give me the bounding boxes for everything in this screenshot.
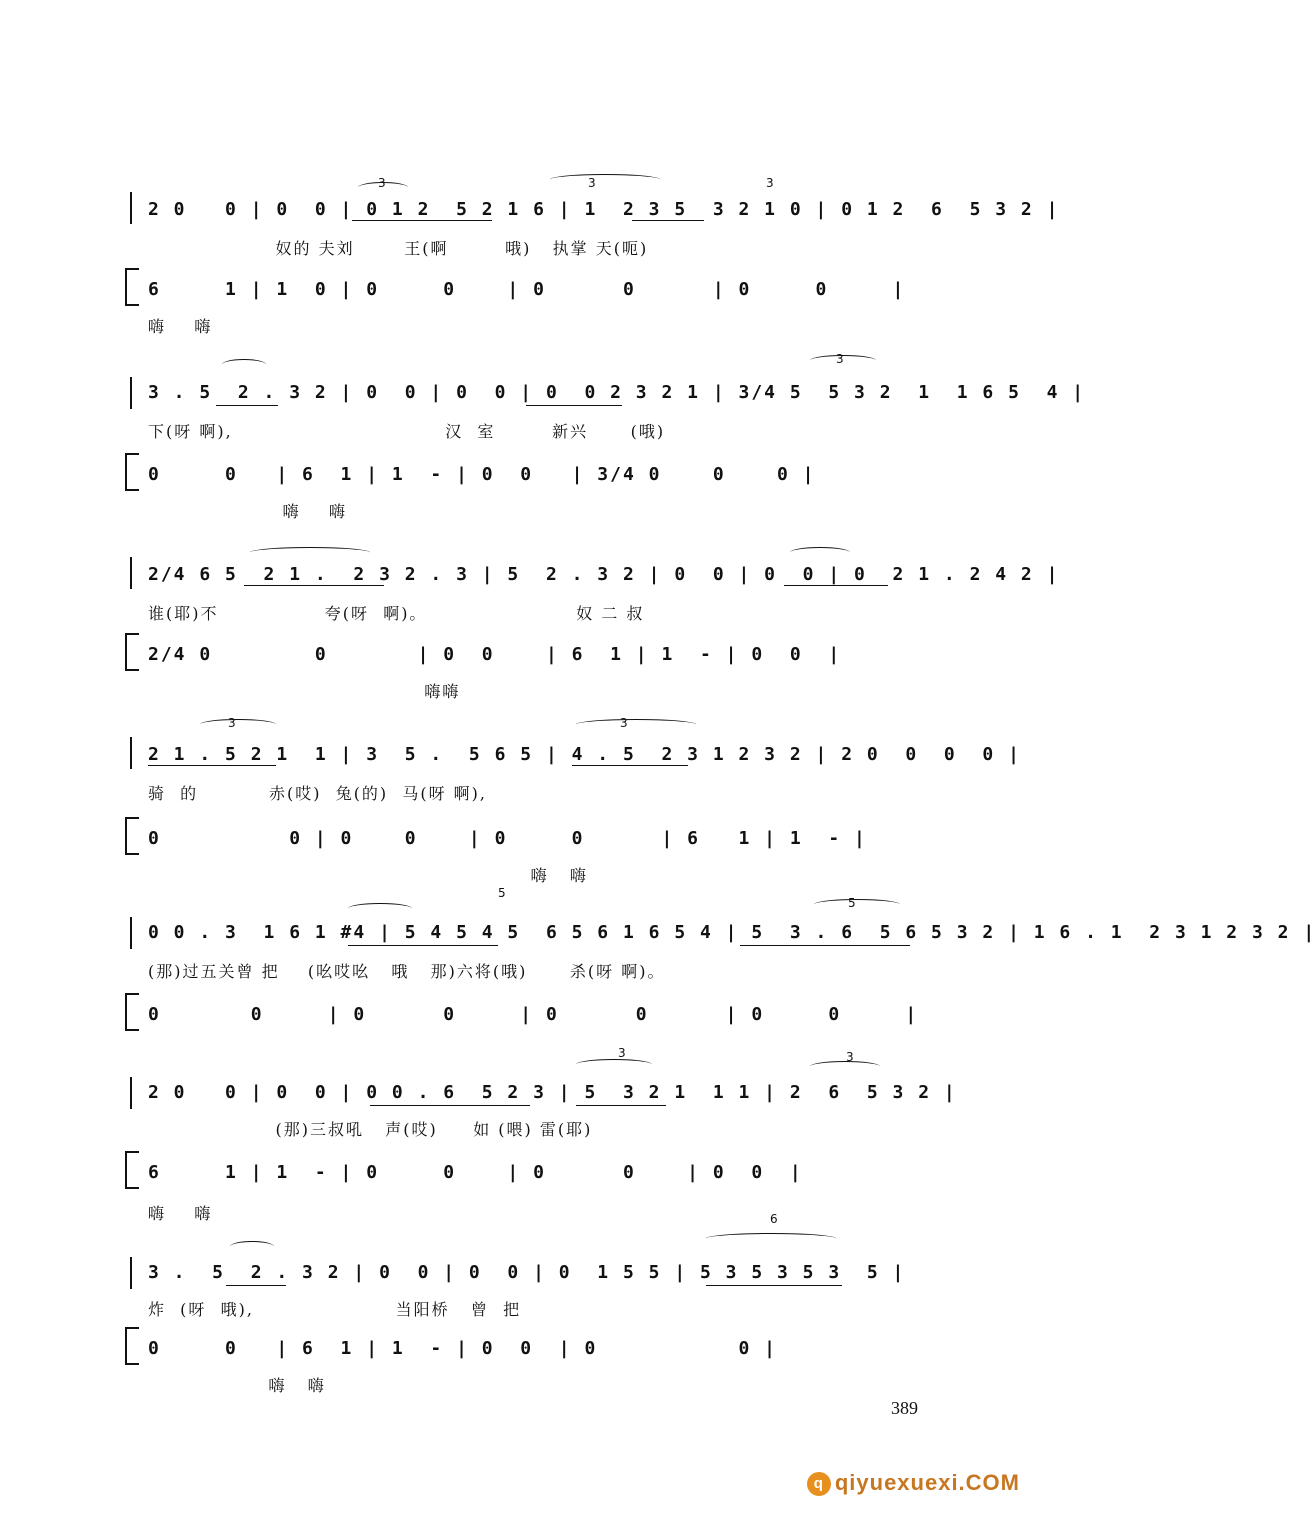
beam-underline xyxy=(352,220,492,221)
site-watermark xyxy=(807,1470,1020,1496)
lower-lyrics: 嗨 嗨 xyxy=(148,1376,326,1395)
slur xyxy=(200,719,276,730)
lower-staff xyxy=(120,819,920,855)
lower-lyrics: 嗨 嗨 xyxy=(148,1204,213,1223)
upper-lyrics: (那)三叔吼 声(哎) 如 (喂) 雷(耶) xyxy=(148,1120,593,1139)
upper-notes: 2 0 0 | 0 0 | 0 0 . 6 5 2 3 | 5 3 2 1 1 1 | 2 6 5 3 2 | xyxy=(148,1081,957,1103)
beam-underline xyxy=(572,765,688,766)
watermark-text: qiyuexuexi.COM xyxy=(834,1470,1020,1495)
upper-lyrics: 下(呀 啊), 汉 室 新兴 (哦) xyxy=(148,422,666,441)
upper-notes: 3 . 5 2 . 3 2 | 0 0 | 0 0 | 0 1 5 5 | 5 3 5 3 5 3 5 | xyxy=(148,1261,906,1283)
upper-staff xyxy=(120,373,1086,409)
lower-notes: 0 0 | 0 0 | 0 0 | 0 0 | xyxy=(148,1003,919,1025)
lower-lyrics: 嗨 嗨 xyxy=(148,866,588,885)
tuplet-mark: 5 xyxy=(848,896,856,910)
tuplet-mark: 5 xyxy=(498,886,506,900)
lower-staff xyxy=(120,270,920,306)
lower-notes: 6 1 | 1 - | 0 0 | 0 0 | 0 0 | xyxy=(148,1161,803,1183)
watermark-logo-icon: q xyxy=(807,1472,831,1496)
tuplet-mark: 3 xyxy=(620,716,628,730)
slur xyxy=(576,1059,652,1070)
system-7 xyxy=(120,1245,920,1405)
tuplet-mark: 6 xyxy=(770,1212,778,1226)
upper-notes: 0 0 . 3 1 6 1 #4 | 5 4 5 4 5 6 5 6 1 6 5 4 | 5 3 . 6 5 6 5 3 2 | 1 6 . 1 2 3 1 2 3 2 | xyxy=(148,921,1316,943)
upper-notes: 2 0 0 | 0 0 | 0 1 2 5 2 1 6 | 1 2 3 5 3 2 1 0 | 0 1 2 6 5 3 2 | xyxy=(148,198,1060,220)
tuplet-mark: 3 xyxy=(588,176,596,190)
upper-lyrics: (那)过五关曾 把 (吆哎吆 哦 那)六将(哦) 杀(呀 啊)。 xyxy=(148,962,666,981)
slur xyxy=(250,547,370,558)
lower-staff xyxy=(120,1329,920,1365)
upper-notes: 3 . 5 2 . 3 2 | 0 0 | 0 0 | 0 0 2 3 2 1 | 3/4 5 5 3 2 1 1 6 5 4 | xyxy=(148,381,1086,403)
lower-notes: 0 0 | 6 1 | 1 - | 0 0 | 3/4 0 0 0 | xyxy=(148,463,816,485)
tuplet-mark: 3 xyxy=(618,1046,626,1060)
system-5 xyxy=(120,905,1316,1035)
slur xyxy=(230,1241,274,1252)
upper-lyrics: 谁(耶)不 夸(呀 啊)。 奴 二 叔 xyxy=(148,604,645,623)
upper-lyrics: 奴的 夫刘 王(啊 哦) 执掌 天(呃) xyxy=(148,239,649,258)
beam-underline xyxy=(740,945,910,946)
tuplet-mark: 3 xyxy=(766,176,774,190)
upper-staff xyxy=(120,1073,957,1109)
lower-lyrics: 嗨嗨 xyxy=(148,682,461,701)
lower-notes: 6 1 | 1 0 | 0 0 | 0 0 | 0 0 | xyxy=(148,278,906,300)
upper-lyrics: 骑 的 赤(哎) 兔(的) 马(呀 啊), xyxy=(148,784,488,803)
beam-underline xyxy=(526,405,622,406)
beam-underline xyxy=(226,1285,286,1286)
upper-staff xyxy=(120,1253,920,1289)
beam-underline xyxy=(148,765,276,766)
slur xyxy=(348,903,412,914)
lower-staff xyxy=(120,455,920,491)
tuplet-mark: 3 xyxy=(836,352,844,366)
upper-staff xyxy=(120,913,1316,949)
lower-staff xyxy=(120,1153,920,1189)
system-1 xyxy=(120,180,1060,340)
lower-staff xyxy=(120,995,920,1031)
system-6 xyxy=(120,1065,957,1225)
page-number: 389 xyxy=(891,1398,918,1418)
beam-underline xyxy=(632,220,704,221)
system-3 xyxy=(120,545,1060,705)
slur xyxy=(550,174,660,185)
slur xyxy=(222,359,266,370)
upper-staff xyxy=(120,190,1060,226)
beam-underline xyxy=(370,1105,530,1106)
system-4 xyxy=(120,725,1021,885)
beam-underline xyxy=(348,945,498,946)
beam-underline xyxy=(244,585,384,586)
slur xyxy=(706,1233,836,1244)
tuplet-mark: 3 xyxy=(846,1050,854,1064)
upper-notes: 2 1 . 5 2 1 1 | 3 5 . 5 6 5 | 4 . 5 2 3 1 2 3 2 | 2 0 0 0 0 | xyxy=(148,743,1021,765)
tuplet-mark: 3 xyxy=(378,176,386,190)
lower-lyrics: 嗨 嗨 xyxy=(148,502,347,521)
lower-lyrics: 嗨 嗨 xyxy=(148,317,213,336)
lower-notes: 0 0 | 0 0 | 0 0 | 6 1 | 1 - | xyxy=(148,827,867,849)
slur xyxy=(576,719,696,730)
upper-lyrics: 炸 (呀 哦), 当阳桥 曾 把 xyxy=(148,1300,522,1319)
beam-underline xyxy=(706,1285,842,1286)
beam-underline xyxy=(216,405,278,406)
system-2 xyxy=(120,365,1086,525)
beam-underline xyxy=(576,1105,666,1106)
lower-notes: 2/4 0 0 | 0 0 | 6 1 | 1 - | 0 0 | xyxy=(148,643,842,665)
tuplet-mark: 3 xyxy=(228,716,236,730)
slur xyxy=(814,899,900,910)
beam-underline xyxy=(784,585,888,586)
lower-staff xyxy=(120,635,920,671)
upper-notes: 2/4 6 5 2 1 . 2 3 2 . 3 | 5 2 . 3 2 | 0 0 | 0 0 | 0 2 1 . 2 4 2 | xyxy=(148,563,1060,585)
slur xyxy=(810,1061,880,1072)
slur xyxy=(790,547,850,558)
lower-notes: 0 0 | 6 1 | 1 - | 0 0 | 0 0 | xyxy=(148,1337,778,1359)
